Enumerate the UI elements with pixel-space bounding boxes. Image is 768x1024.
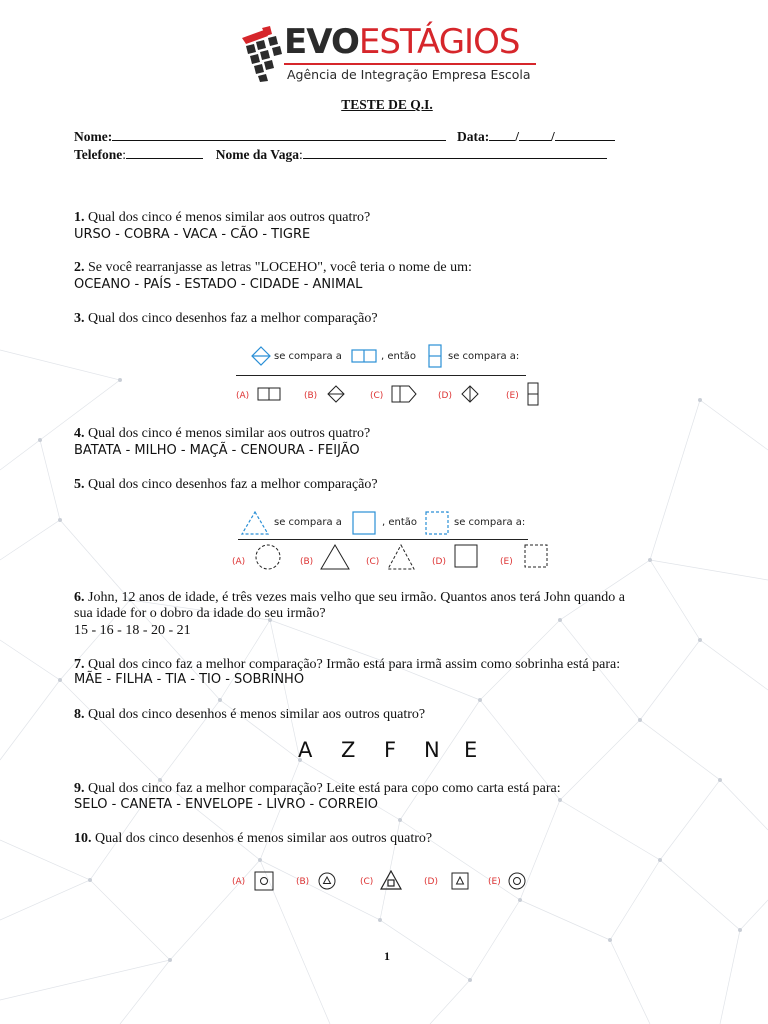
option-e-label: (E) <box>506 391 519 401</box>
fig5-divider <box>238 539 528 540</box>
fig3-compare-text: se compara a <box>274 351 342 362</box>
pentagon-arrow-icon[interactable] <box>391 385 417 403</box>
fig5-compare-text: se compara a <box>274 517 342 528</box>
dashed-triangle-icon[interactable] <box>387 544 415 570</box>
answers-2: OCEANO - PAÍS - ESTADO - CIDADE - ANIMAL <box>74 277 363 292</box>
form-row-1 <box>74 128 615 145</box>
triangle-with-square-icon[interactable] <box>380 870 402 890</box>
question-5 <box>74 476 378 493</box>
option-b-label: (B) <box>304 391 318 401</box>
logo-tagline: Agência de Integração Empresa Escola <box>287 67 531 82</box>
option-a-label: (A) <box>232 877 246 887</box>
fig5-compare2-text: se compara a: <box>454 517 526 528</box>
vertical-split-diamond-icon[interactable] <box>461 385 479 403</box>
question-text: Qual dos cinco desenhos faz a melhor comparação? <box>84 477 378 492</box>
question-number: 4. <box>74 426 85 441</box>
figure-q3 <box>236 342 536 412</box>
vertical-split-rectangle-icon[interactable] <box>527 382 539 406</box>
option-d-label: (D) <box>424 877 438 887</box>
dashed-circle-icon[interactable] <box>254 543 282 571</box>
logo-evo-text: EVO <box>284 22 359 62</box>
data-label: Data: <box>456 129 490 144</box>
nome-label: Nome: <box>74 129 113 144</box>
option-a-label: (A) <box>236 391 250 401</box>
question-number: 8. <box>74 707 85 722</box>
question-text: Qual dos cinco desenhos faz a melhor comparação? <box>84 311 378 326</box>
figure-q10 <box>232 870 532 894</box>
dashed-square-icon[interactable] <box>524 544 548 568</box>
question-number: 3. <box>74 311 85 326</box>
question-number: 2. <box>74 260 85 275</box>
question-6 <box>74 589 625 606</box>
square-with-circle-icon[interactable] <box>254 871 274 891</box>
question-1 <box>74 209 370 226</box>
data-separator: / <box>515 129 519 144</box>
question-number: 9. <box>74 781 85 796</box>
header-logo <box>238 20 538 86</box>
split-rectangle-icon <box>351 349 377 363</box>
question-9 <box>74 780 561 797</box>
option-b-label: (B) <box>296 877 310 887</box>
answers-9: SELO - CANETA - ENVELOPE - LIVRO - CORREIO <box>74 797 379 812</box>
square-icon[interactable] <box>454 544 478 568</box>
data-month-field[interactable] <box>519 128 551 141</box>
option-c-label: (C) <box>360 877 374 887</box>
dashed-square-icon <box>425 511 449 535</box>
question-2 <box>74 259 472 276</box>
question-number: 6. <box>74 590 85 605</box>
answers-6: 15 - 16 - 18 - 20 - 21 <box>74 623 191 638</box>
question-text: John, 12 anos de idade, é três vezes mais velho que seu irmão. Quantos anos terá John quando a <box>84 590 625 605</box>
fig3-divider <box>236 375 526 376</box>
question-number: 10. <box>74 831 92 846</box>
question-text: Qual dos cinco é menos similar aos outros quatro? <box>84 210 371 225</box>
option-e-label: (E) <box>488 877 501 887</box>
fig3-compare2-text: se compara a: <box>448 351 520 362</box>
question-text: Qual dos cinco faz a melhor comparação? Irmão está para irmã assim como sobrinha está para: <box>84 657 621 672</box>
option-b-label: (B) <box>300 557 314 567</box>
data-day-field[interactable] <box>489 128 515 141</box>
question-text: Qual dos cinco é menos similar aos outros quatro? <box>84 426 371 441</box>
question-text: Qual dos cinco desenhos é menos similar aos outros quatro? <box>91 831 433 846</box>
vaga-label: Nome da Vaga <box>215 147 300 162</box>
letter-option[interactable]: Z <box>341 738 356 762</box>
page-title: TESTE DE Q.I. <box>341 97 433 112</box>
option-d-label: (D) <box>432 557 446 567</box>
question-10 <box>74 830 432 847</box>
question-number: 7. <box>74 657 85 672</box>
data-year-field[interactable] <box>555 128 615 141</box>
vaga-field[interactable] <box>303 146 607 159</box>
question-text: Qual dos cinco faz a melhor comparação? Leite está para copo como carta está para: <box>84 781 561 796</box>
option-c-label: (C) <box>366 557 380 567</box>
form-row-2 <box>74 146 607 163</box>
question-text: Se você rearranjasse as letras "LOCEHO", você teria o nome de um: <box>84 260 472 275</box>
answers-4: BATATA - MILHO - MAÇÃ - CENOURA - FEIJÃO <box>74 443 360 458</box>
square-icon <box>352 511 376 535</box>
fig5-then-text: , então <box>382 517 418 528</box>
circle-with-triangle-icon[interactable] <box>318 872 336 890</box>
question-text: Qual dos cinco desenhos é menos similar aos outros quatro? <box>84 707 426 722</box>
answers-7: MÃE - FILHA - TIA - TIO - SOBRINHO <box>74 672 305 687</box>
diamond-in-circle-icon <box>251 346 271 366</box>
logo-estagios-text: ESTÁGIOS <box>358 22 520 62</box>
question-4 <box>74 425 370 442</box>
question-number: 5. <box>74 477 85 492</box>
question-number: 1. <box>74 210 85 225</box>
triangle-icon[interactable] <box>320 544 350 570</box>
fig3-then-text: , então <box>381 351 417 362</box>
circle-with-circle-icon[interactable] <box>508 872 526 890</box>
option-e-label: (E) <box>500 557 513 567</box>
question-6-line2: sua idade for o dobro da idade do seu irmão? <box>74 606 326 621</box>
nome-field[interactable] <box>112 128 446 141</box>
page-number: 1 <box>384 949 390 963</box>
letter-option[interactable]: F <box>384 738 397 762</box>
data-separator: / <box>551 129 555 144</box>
letter-option[interactable]: N <box>424 738 440 762</box>
option-d-label: (D) <box>438 391 452 401</box>
telefone-label: Telefone <box>74 147 123 162</box>
figure-q5 <box>232 509 552 573</box>
dashed-triangle-icon <box>241 511 269 535</box>
logo-grid-icon <box>238 26 284 82</box>
letter-option[interactable]: E <box>464 738 478 762</box>
option-a-label: (A) <box>232 557 246 567</box>
split-diamond-icon[interactable] <box>327 385 345 403</box>
answers-1: URSO - COBRA - VACA - CÃO - TIGRE <box>74 227 311 242</box>
question-7 <box>74 656 620 673</box>
figure-q8 <box>298 738 498 764</box>
vaga-colon: : <box>299 147 303 162</box>
telefone-field[interactable] <box>126 146 203 159</box>
vertical-split-rectangle-icon <box>428 344 442 368</box>
question-3 <box>74 310 378 327</box>
split-rectangle-icon[interactable] <box>257 387 281 401</box>
telefone-colon: : <box>122 147 127 162</box>
square-with-triangle-icon[interactable] <box>451 872 469 890</box>
option-c-label: (C) <box>370 391 384 401</box>
letter-option[interactable]: A <box>298 738 313 762</box>
question-8 <box>74 706 425 723</box>
